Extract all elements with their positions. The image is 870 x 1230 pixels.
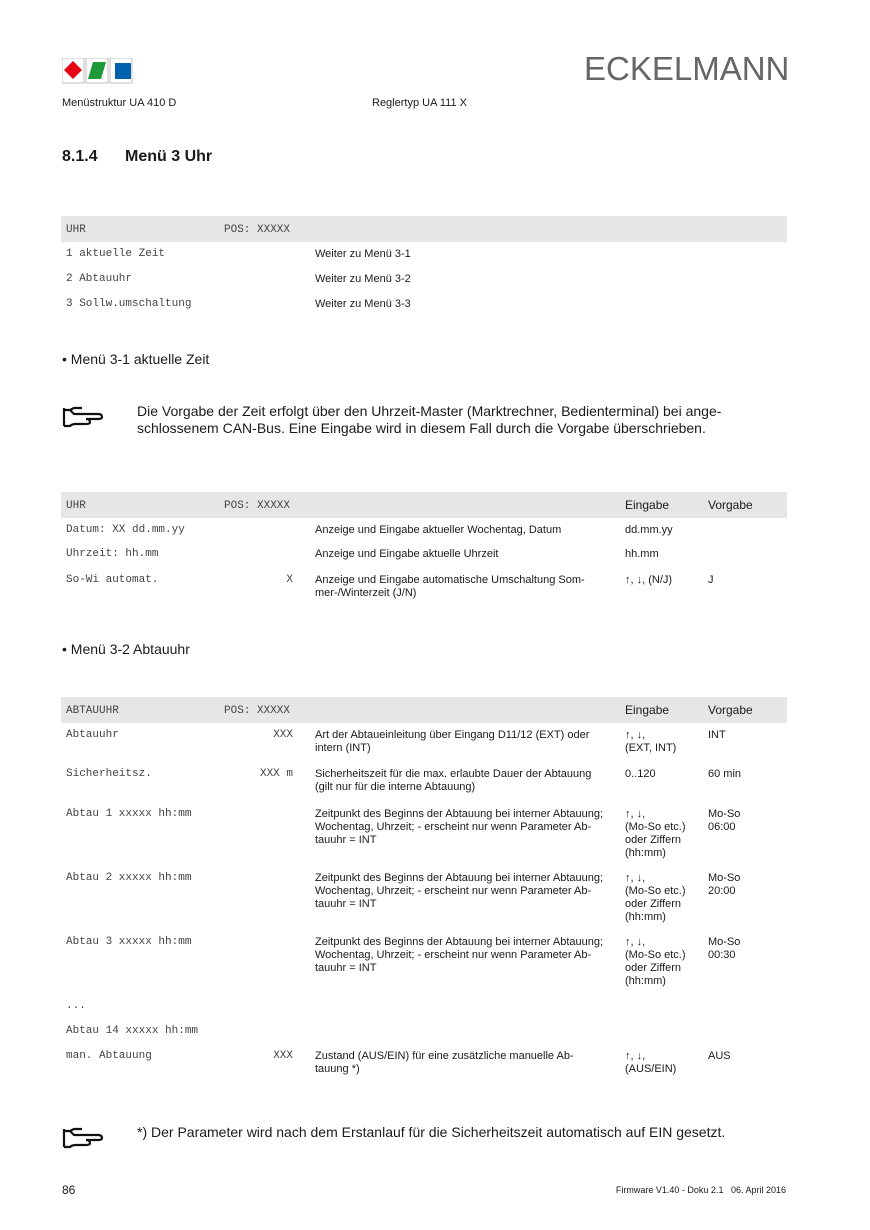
section-number: 8.1.4 — [62, 148, 98, 165]
table2-header — [61, 492, 787, 518]
param-desc-line-2: mer-/Winterzeit (J/N) — [315, 587, 417, 599]
table3-header-vorgabe: Vorgabe — [708, 703, 753, 717]
table2-header-vorgabe: Vorgabe — [708, 498, 753, 512]
param-eingabe-line-1: ↑, ↓, — [625, 808, 646, 820]
table3-header-eingabe: Eingabe — [625, 703, 670, 717]
param-vorgabe: INT — [708, 729, 726, 741]
param-desc-line-2: Wochentag, Uhrzeit; - erscheint nur wenn Parameter Ab- — [315, 949, 592, 961]
param-vorgabe-line-1: Mo-So — [708, 872, 741, 884]
param-desc-line-1: Zeitpunkt des Beginns der Abtauung bei interner Abtauung; — [315, 936, 604, 948]
table1-header-c2: POS: XXXXX — [224, 224, 291, 236]
param-name: 1 aktuelle Zeit — [66, 248, 166, 260]
table3-header-c2: POS: XXXXX — [224, 705, 291, 717]
param-name-abtau-14: Abtau 14 xxxxx hh:mm — [66, 1025, 199, 1037]
param-vorgabe: AUS — [708, 1050, 731, 1062]
bullet-heading-1 — [62, 351, 209, 367]
param-name: Datum: XX dd.mm.yy — [66, 524, 185, 536]
param-name: Abtau 2 xxxxx hh:mm — [66, 872, 192, 884]
param-value: XXX — [273, 1050, 293, 1062]
table-row — [61, 1050, 787, 1086]
pointing-hand-icon — [62, 1125, 106, 1151]
param-desc-line-2: intern (INT) — [315, 742, 371, 754]
param-desc-line-1: Zeitpunkt des Beginns der Abtauung bei interner Abtauung; — [315, 808, 604, 820]
table-row — [61, 524, 787, 548]
param-value: XXX m — [259, 768, 293, 780]
param-desc: Weiter zu Menü 3-1 — [315, 248, 411, 260]
table1-header-c1: UHR — [66, 224, 86, 236]
table-row — [61, 548, 787, 572]
param-eingabe-line-1: ↑, ↓, — [625, 936, 646, 948]
table-row — [61, 936, 787, 996]
param-name: Uhrzeit: hh.mm — [66, 548, 159, 560]
table3-header-c1: ABTAUUHR — [66, 705, 119, 717]
param-desc-line-1: Zeitpunkt des Beginns der Abtauung bei interner Abtauung; — [315, 872, 604, 884]
bullet-icon: • — [62, 641, 67, 657]
param-eingabe-line-2: (EXT, INT) — [625, 742, 677, 754]
param-name: Abtau 3 xxxxx hh:mm — [66, 936, 192, 948]
param-eingabe: ↑, ↓, (N/J) — [625, 574, 673, 586]
param-desc-line-2: tauung *) — [315, 1063, 360, 1075]
ellipsis: ... — [66, 1000, 86, 1012]
table-row — [61, 729, 787, 765]
pointing-hand-icon — [62, 404, 106, 430]
table1-header — [61, 216, 787, 242]
param-value: XXX — [273, 729, 293, 741]
param-name: Sicherheitsz. — [66, 768, 152, 780]
table2-header-c1: UHR — [66, 500, 86, 512]
param-vorgabe-line-2: 20:00 — [708, 885, 736, 897]
param-desc-line-3: tauuhr = INT — [315, 962, 377, 974]
param-name: 2 Abtauuhr — [66, 273, 133, 285]
param-eingabe-line-1: ↑, ↓, — [625, 1050, 646, 1062]
bullet-text: Menü 3-1 aktuelle Zeit — [70, 351, 210, 367]
param-name: 3 Sollw.umschaltung — [66, 298, 192, 310]
param-vorgabe: J — [708, 574, 714, 586]
param-value: X — [286, 574, 293, 586]
param-desc: Anzeige und Eingabe aktueller Wochentag, Datum — [315, 524, 562, 536]
param-desc: Weiter zu Menü 3-2 — [315, 273, 411, 285]
param-eingabe-line-4: (hh:mm) — [625, 911, 666, 923]
table2-header-eingabe: Eingabe — [625, 498, 670, 512]
param-desc-line-1: Sicherheitszeit für die max. erlaubte Dauer der Abtauung — [315, 768, 592, 780]
param-eingabe-line-2: (Mo-So etc.) — [625, 885, 686, 897]
param-name: So-Wi automat. — [66, 574, 159, 586]
param-eingabe: 0..120 — [625, 768, 656, 780]
param-vorgabe: 60 min — [708, 768, 742, 780]
param-desc-line-3: tauuhr = INT — [315, 898, 377, 910]
table-row — [61, 768, 787, 804]
param-eingabe-line-3: oder Ziffern — [625, 962, 682, 974]
param-eingabe-line-2: (Mo-So etc.) — [625, 949, 686, 961]
param-eingabe-line-3: oder Ziffern — [625, 898, 682, 910]
note-1-line-1: Die Vorgabe der Zeit erfolgt über den Uhrzeit-Master (Marktrechner, Bedienterminal) bei ange- — [137, 403, 722, 419]
param-eingabe-line-4: (hh:mm) — [625, 975, 666, 987]
param-desc-line-2: (gilt nur für die interne Abtauung) — [315, 781, 476, 793]
bullet-text: Menü 3-2 Abtauuhr — [70, 641, 190, 657]
note-1 — [137, 403, 721, 437]
param-eingabe: hh.mm — [625, 548, 659, 560]
section-title: Menü 3 Uhr — [125, 148, 213, 165]
param-eingabe-line-1: ↑, ↓, — [625, 872, 646, 884]
param-vorgabe-line-1: Mo-So — [708, 936, 741, 948]
param-name: man. Abtauung — [66, 1050, 152, 1062]
param-eingabe-line-4: (hh:mm) — [625, 847, 666, 859]
footer-version: Firmware V1.40 - Doku 2.1 06. April 2016 — [615, 1185, 786, 1195]
page-number: 86 — [62, 1183, 76, 1197]
param-desc-line-3: tauuhr = INT — [315, 834, 377, 846]
bullet-icon: • — [62, 351, 67, 367]
param-desc: Anzeige und Eingabe aktuelle Uhrzeit — [315, 548, 499, 560]
bullet-heading-2 — [62, 641, 190, 657]
note-2: *) Der Parameter wird nach dem Erstanlauf für die Sicherheitszeit automatisch auf EIN gesetzt. — [137, 1124, 726, 1140]
param-desc: Weiter zu Menü 3-3 — [315, 298, 411, 310]
param-desc-line-1: Art der Abtaueinleitung über Eingang D11/12 (EXT) oder — [315, 729, 590, 741]
table2-header-c2: POS: XXXXX — [224, 500, 291, 512]
param-desc-line-2: Wochentag, Uhrzeit; - erscheint nur wenn Parameter Ab- — [315, 821, 592, 833]
table-row — [61, 808, 787, 868]
param-eingabe-line-2: (Mo-So etc.) — [625, 821, 686, 833]
param-name: Abtauuhr — [66, 729, 119, 741]
param-desc-line-1: Zustand (AUS/EIN) für eine zusätzliche manuelle Ab- — [315, 1050, 574, 1062]
company-logo — [62, 58, 136, 84]
param-eingabe-line-2: (AUS/EIN) — [625, 1063, 677, 1075]
table3-header — [61, 697, 787, 723]
table-row — [61, 872, 787, 932]
header-center: Reglertyp UA 111 X — [372, 97, 467, 109]
note-1-line-2: schlossenem CAN-Bus. Eine Eingabe wird in diesem Fall durch die Vorgabe überschrieben. — [137, 420, 706, 436]
param-eingabe-line-3: oder Ziffern — [625, 834, 682, 846]
param-desc-line-1: Anzeige und Eingabe automatische Umschaltung Som- — [315, 574, 585, 586]
param-vorgabe-line-2: 06:00 — [708, 821, 736, 833]
header-left: Menüstruktur UA 410 D — [62, 97, 177, 109]
brand-wordmark: ECKELMANN — [584, 50, 790, 87]
param-vorgabe-line-2: 00:30 — [708, 949, 736, 961]
param-name: Abtau 1 xxxxx hh:mm — [66, 808, 192, 820]
table-row — [61, 574, 787, 604]
param-eingabe: dd.mm.yy — [625, 524, 673, 536]
param-desc-line-2: Wochentag, Uhrzeit; - erscheint nur wenn Parameter Ab- — [315, 885, 592, 897]
param-vorgabe-line-1: Mo-So — [708, 808, 741, 820]
param-eingabe-line-1: ↑, ↓, — [625, 729, 646, 741]
